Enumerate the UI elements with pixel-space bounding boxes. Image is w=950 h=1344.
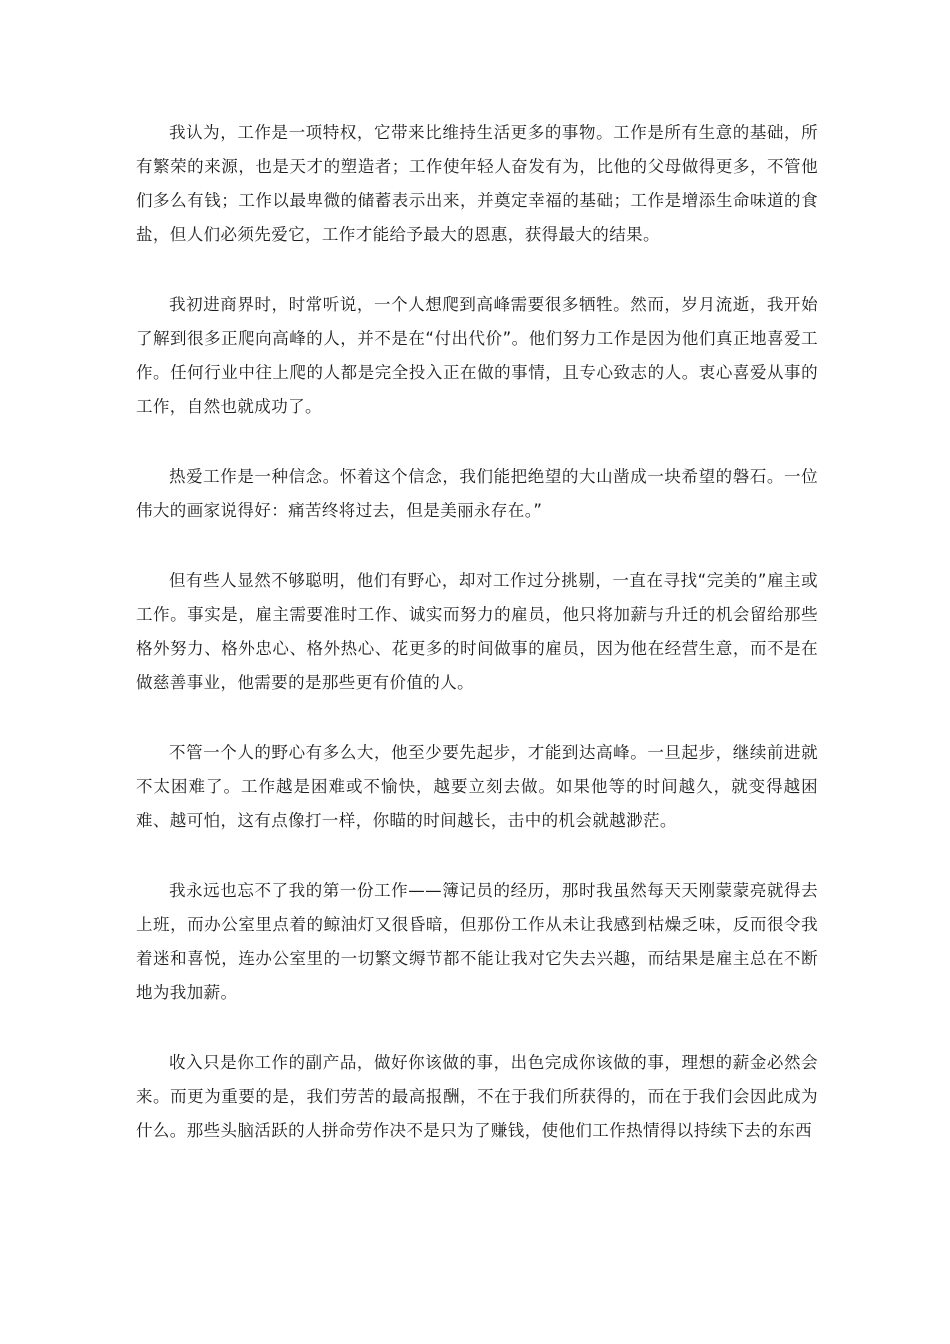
paragraph: 我永远也忘不了我的第一份工作——簿记员的经历，那时我虽然每天天刚蒙蒙亮就得去上班，而办公室里点着的鲸油灯又很昏暗，但那份工作从未让我感到枯燥乏味，反而很令我着迷和喜悦，连办公室里的一切繁文缛节都不能让我对它失去兴趣，而结果是雇主总在不断地为我加薪。 bbox=[136, 881, 818, 1002]
paragraph: 我初进商界时，时常听说，一个人想爬到高峰需要很多牺牲。然而，岁月流逝，我开始了解到很多正爬向高峰的人，并不是在“付出代价”。他们努力工作是因为他们真正地喜爱工作。任何行业中往上爬的人都是完全投入正在做的事情，且专心致志的人。衷心喜爱从事的工作，自然也就成功了。 bbox=[136, 295, 818, 416]
paragraph: 收入只是你工作的副产品，做好你该做的事，出色完成你该做的事，理想的薪金必然会来。而更为重要的是，我们劳苦的最高报酬，不在于我们所获得的，而在于我们会因此成为什么。那些头脑活跃的人拼命劳作决不是只为了赚钱，使他们工作热情得以持续下去的东西 bbox=[136, 1053, 818, 1140]
paragraph: 我认为，工作是一项特权，它带来比维持生活更多的事物。工作是所有生意的基础，所有繁荣的来源，也是天才的塑造者；工作使年轻人奋发有为，比他的父母做得更多，不管他们多么有钱；工作以最卑微的储蓄表示出来，并奠定幸福的基础；工作是增添生命味道的食盐，但人们必须先爱它，工作才能给予最大的恩惠，获得最大的结果。 bbox=[136, 123, 818, 244]
paragraph: 热爱工作是一种信念。怀着这个信念，我们能把绝望的大山凿成一块希望的磐石。一位伟大的画家说得好：痛苦终将过去，但是美丽永存在。” bbox=[136, 467, 818, 520]
paragraph: 不管一个人的野心有多么大，他至少要先起步，才能到达高峰。一旦起步，继续前进就不太困难了。工作越是困难或不愉快，越要立刻去做。如果他等的时间越久，就变得越困难、越可怕，这有点像打一样，你瞄的时间越长，击中的机会就越渺茫。 bbox=[136, 743, 818, 830]
document-body bbox=[136, 116, 818, 1184]
paragraph: 但有些人显然不够聪明，他们有野心，却对工作过分挑剔，一直在寻找“完美的”雇主或工作。事实是，雇主需要准时工作、诚实而努力的雇员，他只将加薪与升迁的机会留给那些格外努力、格外忠心、格外热心、花更多的时间做事的雇员，因为他在经营生意，而不是在做慈善事业，他需要的是那些更有价值的人。 bbox=[136, 571, 818, 692]
